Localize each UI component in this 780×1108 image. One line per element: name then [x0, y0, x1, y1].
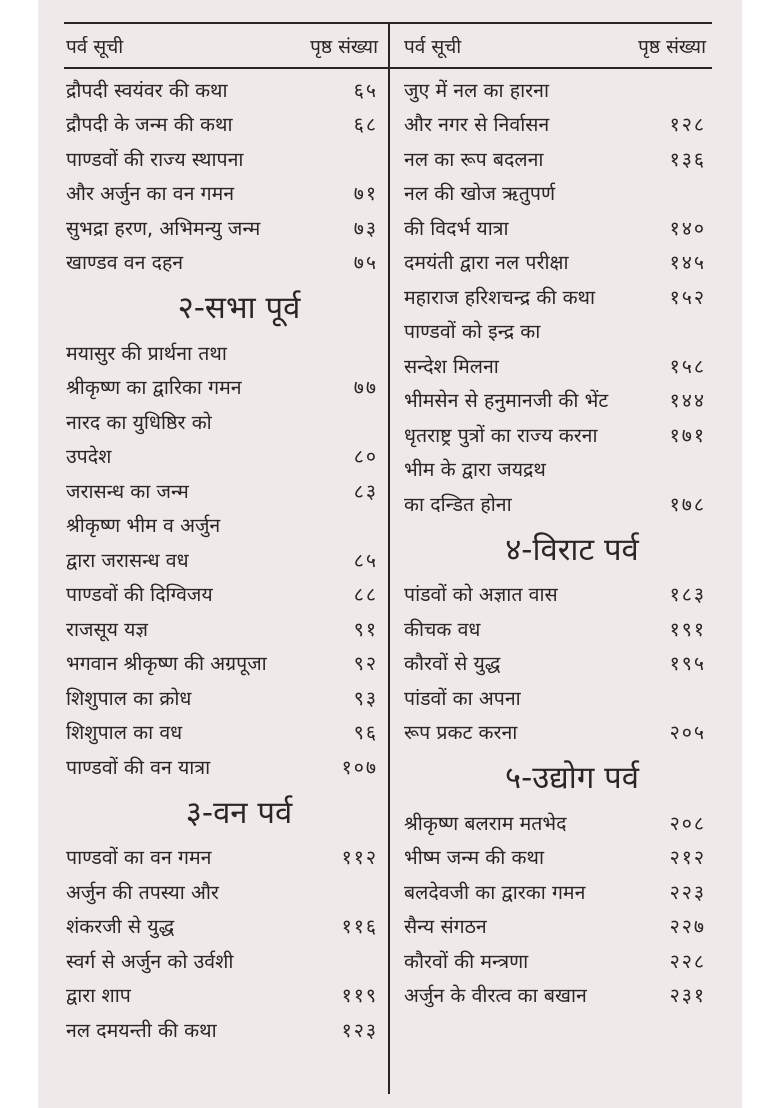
- toc-entry: [404, 417, 706, 452]
- toc-entry: [66, 909, 378, 944]
- entry-title: शंकरजी से युद्ध: [66, 915, 175, 939]
- entry-title: सुभद्रा हरण, अभिमन्यु जन्म: [66, 216, 261, 240]
- entry-page: २०८: [669, 811, 706, 835]
- entry-title: द्रौपदी के जन्म की कथा: [66, 113, 233, 137]
- left-contents-list: [66, 72, 378, 1047]
- entry-title: कौरवों से युद्ध: [404, 652, 501, 676]
- entry-title: कौरवों की मन्त्रणा: [404, 949, 529, 973]
- entry-page: १८३: [669, 583, 706, 607]
- toc-entry: [404, 279, 706, 314]
- toc-entry: [404, 805, 706, 840]
- toc-entry: [66, 874, 378, 909]
- toc-entry: [404, 646, 706, 681]
- entry-title: का दन्डित होना: [404, 492, 512, 516]
- toc-entry: [404, 486, 706, 521]
- entry-title: की विदर्भ यात्रा: [404, 216, 509, 240]
- toc-entry: [66, 404, 378, 439]
- toc-entry: [66, 141, 378, 176]
- entry-page: १२३: [341, 1018, 378, 1042]
- entry-title: खाण्डव वन दहन: [66, 251, 184, 275]
- entry-page: १२८: [669, 113, 706, 137]
- toc-entry: [404, 943, 706, 978]
- left-header: [66, 26, 378, 66]
- toc-entry: [404, 452, 706, 487]
- entry-title: पांडवों का अपना: [404, 686, 521, 710]
- entry-title: पाण्डवों की राज्य स्थापना: [66, 147, 244, 171]
- entry-page: ९१: [353, 617, 378, 641]
- entry-title: रूप प्रकट करना: [404, 721, 518, 745]
- entry-page: ६५: [353, 78, 378, 102]
- entry-title: पांडवों को अज्ञात वास: [404, 583, 558, 607]
- toc-entry: [66, 176, 378, 211]
- header-title-label: पर्व सूची: [66, 36, 124, 58]
- entry-page: १४५: [669, 251, 706, 275]
- entry-page: १३६: [669, 147, 706, 171]
- entry-title: बलदेवजी का द्वारका गमन: [404, 880, 586, 904]
- entry-title: जरासन्ध का जन्म: [66, 479, 189, 503]
- entry-title: नल का रूप बदलना: [404, 147, 544, 171]
- book-page: [38, 0, 742, 1108]
- entry-page: ८५: [353, 548, 378, 572]
- entry-page: ११९: [341, 984, 378, 1008]
- toc-entry: [66, 335, 378, 370]
- entry-title: पाण्डवों का वन गमन: [66, 846, 212, 870]
- toc-entry: [66, 508, 378, 543]
- entry-page: ११२: [341, 846, 378, 870]
- entry-page: २२७: [669, 915, 706, 939]
- entry-page: १४०: [669, 216, 706, 240]
- column-divider: [388, 22, 390, 1094]
- entry-title: श्रीकृष्ण का द्वारिका गमन: [66, 376, 242, 400]
- entry-title: द्रौपदी स्वयंवर की कथा: [66, 78, 228, 102]
- toc-entry: [66, 646, 378, 681]
- header-title-label: पर्व सूची: [404, 36, 462, 58]
- toc-entry: [66, 210, 378, 245]
- toc-entry: [404, 210, 706, 245]
- entry-page: ७५: [353, 251, 378, 275]
- toc-entry: [66, 107, 378, 142]
- entry-page: ८०: [353, 445, 378, 469]
- section-heading-sabha-parva: २-सभा पूर्व: [177, 290, 301, 326]
- toc-entry: [66, 943, 378, 978]
- toc-entry: [66, 611, 378, 646]
- entry-title: भगवान श्रीकृष्ण की अग्रपूजा: [66, 652, 267, 676]
- right-contents-list: [404, 72, 706, 1012]
- toc-entry: [404, 245, 706, 280]
- entry-title: दमयंती द्वारा नल परीक्षा: [404, 251, 569, 275]
- toc-entry: [404, 107, 706, 142]
- entry-title: कीचक वध: [404, 617, 481, 641]
- entry-title: शिशुपाल का वध: [66, 721, 183, 745]
- section-heading-udyog-parva: ५-उद्योग पर्व: [504, 760, 639, 796]
- entry-title: श्रीकृष्ण बलराम मतभेद: [404, 811, 567, 835]
- toc-entry: [66, 577, 378, 612]
- toc-entry: [404, 840, 706, 875]
- entry-title: और अर्जुन का वन गमन: [66, 182, 235, 206]
- entry-page: ७७: [353, 376, 378, 400]
- toc-entry: [404, 176, 706, 211]
- section-heading-van-parva: ३-वन पर्व: [185, 794, 293, 831]
- entry-title: पाण्डवों की वन यात्रा: [66, 755, 211, 779]
- toc-entry: [404, 383, 706, 418]
- entry-title: नल की खोज ऋतुपर्ण: [404, 182, 556, 206]
- entry-title: अर्जुन के वीरत्व का बखान: [404, 984, 587, 1008]
- entry-title: पाण्डवों को इन्द्र का: [404, 320, 541, 344]
- toc-entry: [404, 577, 706, 612]
- toc-entry: [66, 542, 378, 577]
- entry-page: ९२: [353, 652, 378, 676]
- entry-title: नल दमयन्ती की कथा: [66, 1018, 217, 1042]
- toc-entry: [404, 611, 706, 646]
- entry-page: २०५: [669, 721, 706, 745]
- entry-title: भीमसेन से हनुमानजी की भेंट: [404, 389, 609, 413]
- entry-title: उपदेश: [66, 445, 112, 469]
- entry-title: पाण्डवों की दिग्विजय: [66, 583, 213, 607]
- entry-page: १५२: [669, 285, 706, 309]
- toc-entry: [404, 72, 706, 107]
- toc-entry: [404, 874, 706, 909]
- toc-entry: [66, 473, 378, 508]
- entry-title: और नगर से निर्वासन: [404, 113, 550, 137]
- section-heading-virat-parva: ४-विराट पर्व: [505, 531, 639, 568]
- entry-title: सैन्य संगठन: [404, 915, 487, 939]
- toc-entry: [404, 141, 706, 176]
- entry-page: १७१: [669, 423, 706, 447]
- entry-title: अर्जुन की तपस्या और: [66, 880, 219, 904]
- entry-title: धृतराष्ट्र पुत्रों का राज्य करना: [404, 423, 598, 447]
- entry-title: भीम के द्वारा जयद्रथ: [404, 458, 546, 482]
- entry-title: जुए में नल का हारना: [404, 78, 550, 102]
- entry-page: १५८: [669, 354, 706, 378]
- entry-title: मयासुर की प्रार्थना तथा: [66, 341, 227, 365]
- toc-entry: [66, 72, 378, 107]
- toc-entry: [66, 1012, 378, 1047]
- entry-title: राजसूय यज्ञ: [66, 617, 148, 641]
- toc-entry: [404, 715, 706, 750]
- entry-page: २३१: [669, 984, 706, 1008]
- entry-title: द्वारा जरासन्ध वध: [66, 548, 189, 572]
- entry-page: ८८: [353, 583, 378, 607]
- entry-title: द्वारा शाप: [66, 984, 131, 1008]
- entry-page: १९१: [669, 617, 706, 641]
- entry-page: २२३: [669, 880, 706, 904]
- entry-page: ९३: [353, 686, 378, 710]
- toc-entry: [66, 680, 378, 715]
- entry-title: सन्देश मिलना: [404, 354, 499, 378]
- entry-title: भीष्म जन्म की कथा: [404, 846, 545, 870]
- entry-page: १०७: [341, 755, 378, 779]
- right-header: [404, 26, 706, 66]
- toc-entry: [66, 840, 378, 875]
- entry-title: स्वर्ग से अर्जुन को उर्वशी: [66, 949, 234, 973]
- entry-page: ६८: [353, 113, 378, 137]
- entry-title: शिशुपाल का क्रोध: [66, 686, 192, 710]
- entry-page: १४४: [669, 389, 706, 413]
- toc-entry: [66, 978, 378, 1013]
- toc-entry: [66, 749, 378, 784]
- toc-entry: [404, 909, 706, 944]
- header-page-label: पृष्ठ संख्या: [638, 36, 706, 58]
- header-page-label: पृष्ठ संख्या: [310, 36, 378, 58]
- entry-page: ९६: [353, 721, 378, 745]
- toc-entry: [66, 439, 378, 474]
- entry-page: ११६: [341, 915, 378, 939]
- entry-page: २२८: [669, 949, 706, 973]
- toc-entry: [66, 715, 378, 750]
- entry-page: २१२: [669, 846, 706, 870]
- toc-entry: [404, 978, 706, 1013]
- entry-title: महाराज हरिशचन्द्र की कथा: [404, 285, 596, 309]
- entry-page: १७८: [669, 492, 706, 516]
- entry-page: ७१: [353, 182, 378, 206]
- toc-entry: [404, 348, 706, 383]
- entry-page: १९५: [669, 652, 706, 676]
- toc-entry: [66, 245, 378, 280]
- entry-page: ७३: [353, 216, 378, 240]
- entry-page: ८३: [353, 479, 378, 503]
- toc-entry: [404, 680, 706, 715]
- toc-entry: [66, 370, 378, 405]
- entry-title: नारद का युधिष्ठिर को: [66, 410, 212, 434]
- toc-entry: [404, 314, 706, 349]
- entry-title: श्रीकृष्ण भीम व अर्जुन: [66, 514, 221, 538]
